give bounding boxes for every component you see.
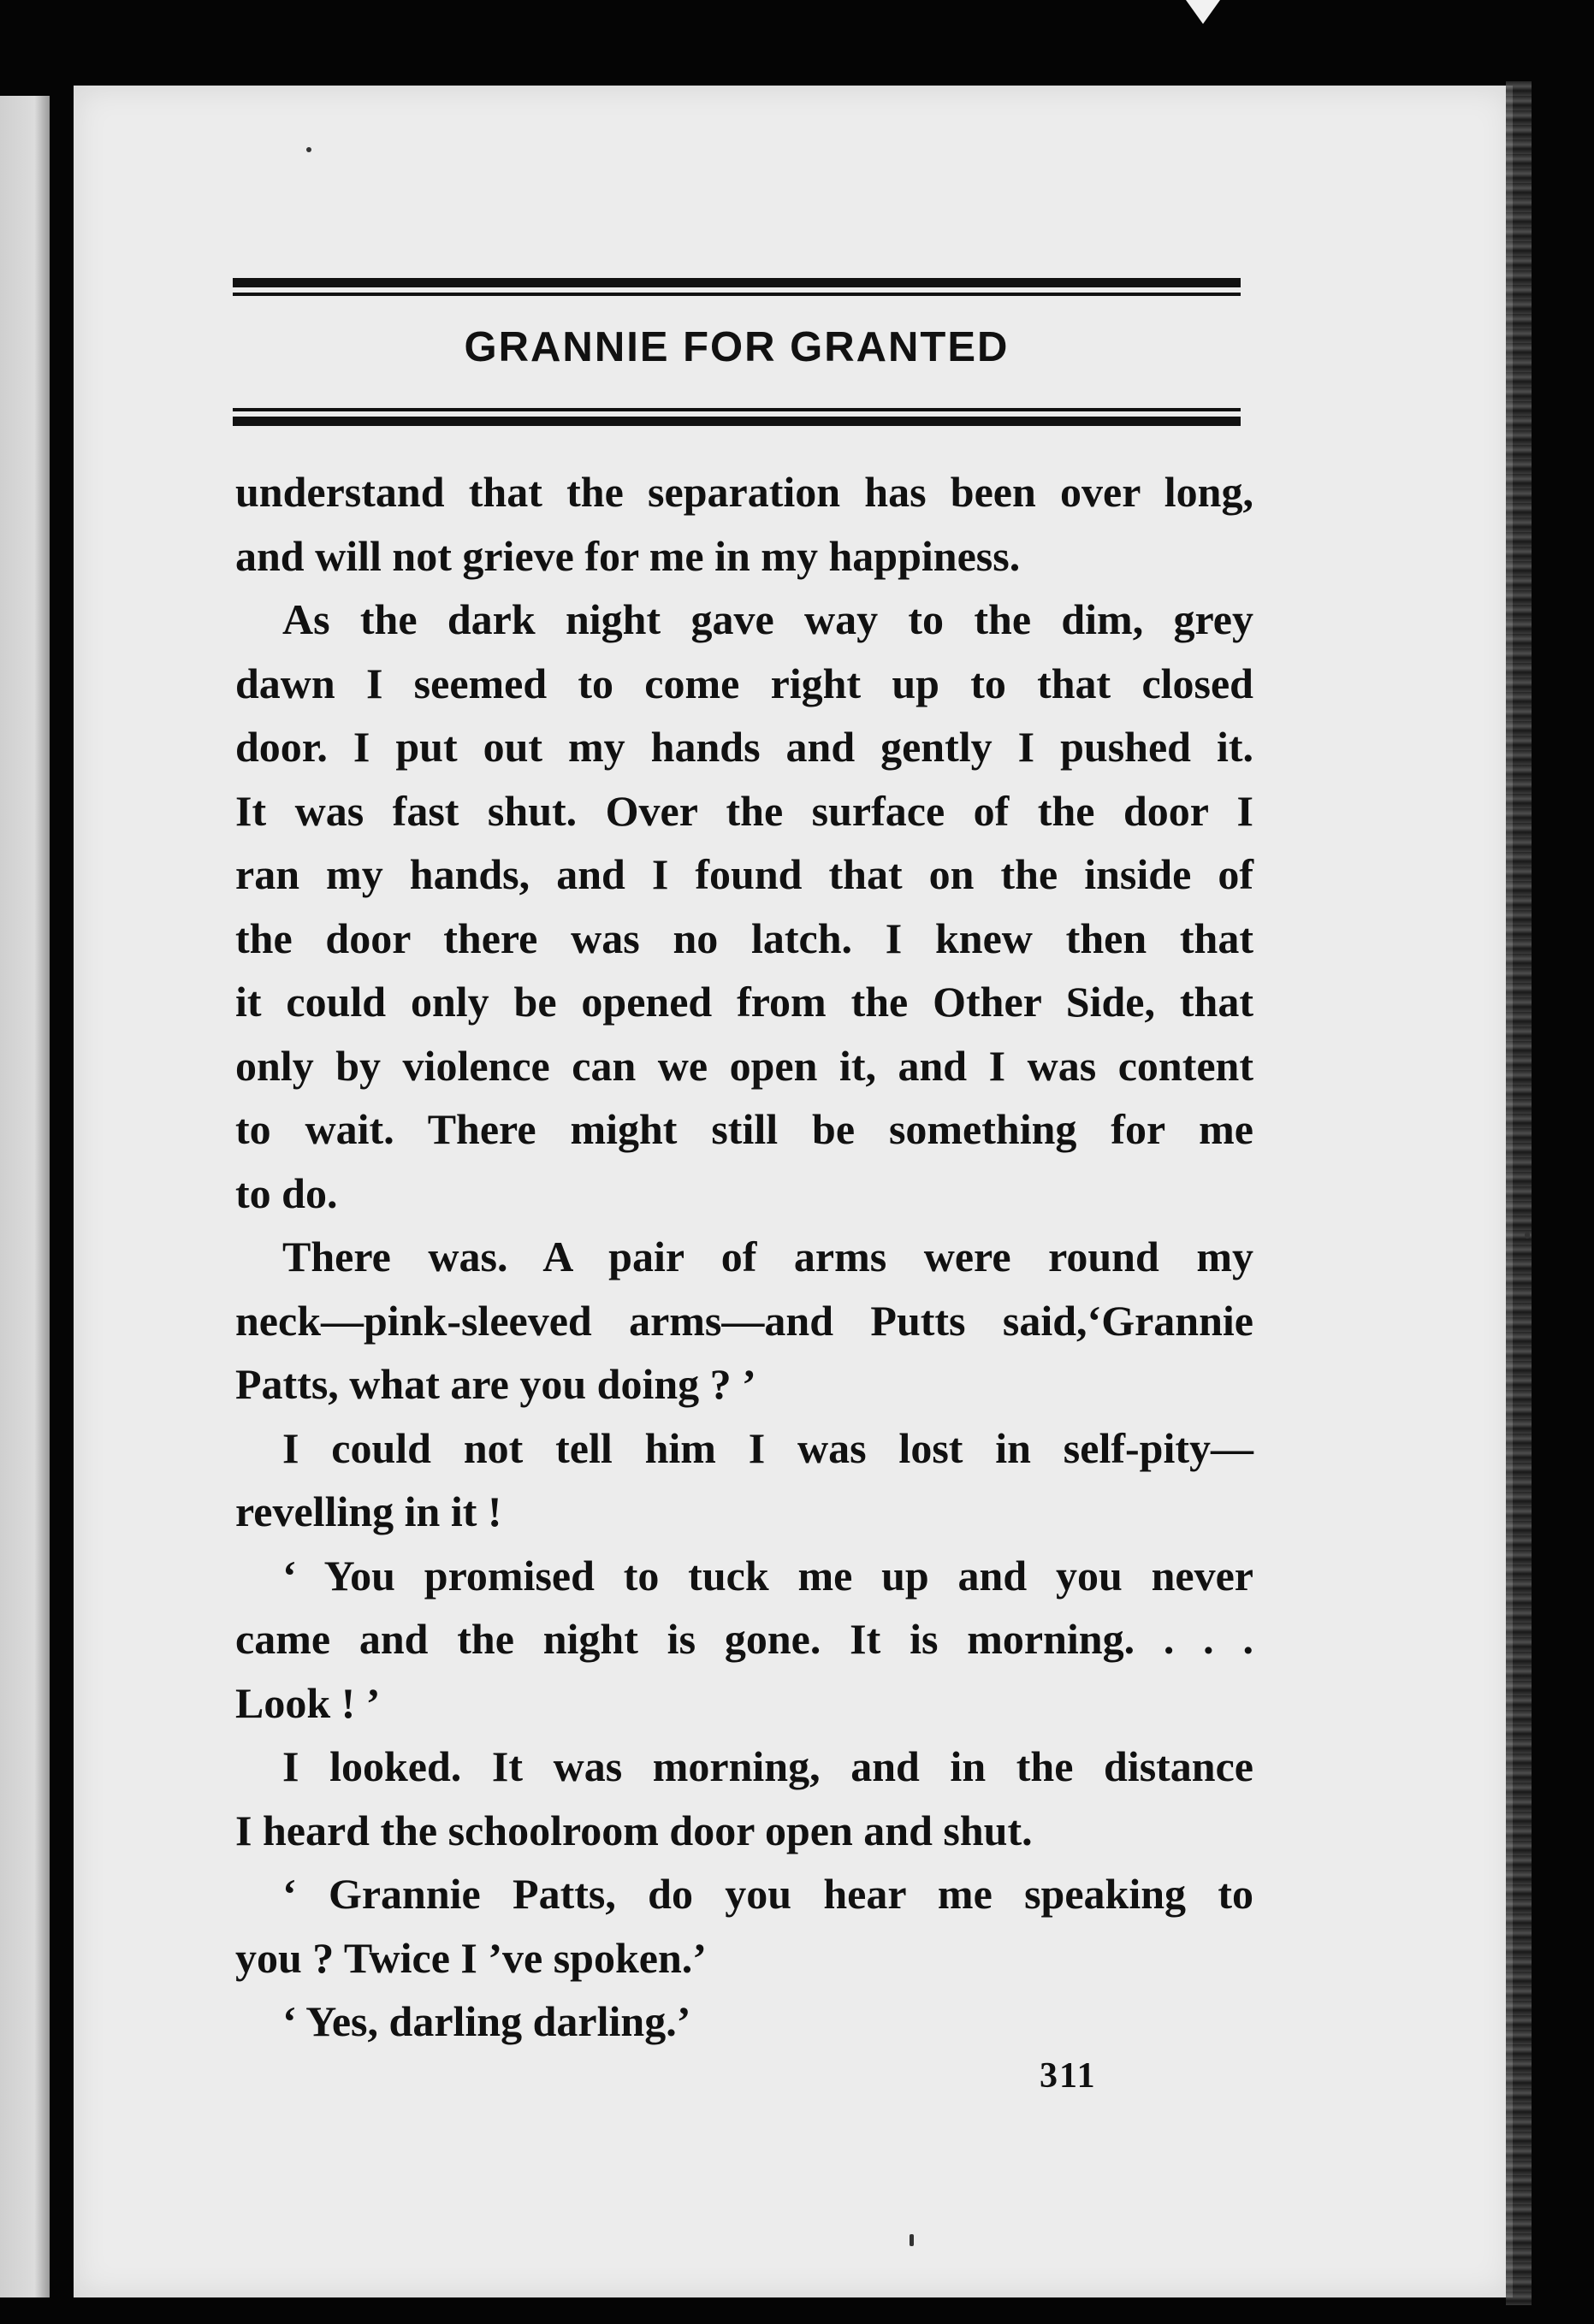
header-rule-bottom <box>233 408 1241 426</box>
text-line: to wait. There might still be something for me <box>235 1105 1253 1153</box>
body-text <box>235 460 1253 2054</box>
thick-rule <box>233 278 1241 287</box>
text-line: and will not grieve for me in my happiness. <box>235 531 1021 580</box>
header-rule-top <box>233 278 1241 296</box>
text-line: understand that the separation has been over long, <box>235 468 1253 516</box>
adjacent-page-edge <box>0 96 50 2297</box>
text-line: It was fast shut. Over the surface of the door I <box>235 786 1253 835</box>
running-head: GRANNIE FOR GRANTED <box>464 324 1010 370</box>
dust-speck <box>306 147 311 152</box>
thick-rule <box>233 417 1241 426</box>
page-number: 311 <box>1040 2056 1097 2096</box>
page-fore-edge <box>1506 81 1532 2305</box>
text-line: Look ! ’ <box>235 1678 381 1727</box>
thin-rule <box>233 408 1241 411</box>
text-line: As the dark night gave way to the dim, grey <box>282 595 1253 643</box>
text-line: only by violence can we open it, and I was content <box>235 1041 1253 1090</box>
text-line: you ? Twice I ’ve spoken.’ <box>235 1933 707 1982</box>
text-line: ‘ You promised to tuck me up and you never <box>282 1551 1253 1600</box>
scan-corner-mark <box>1186 0 1220 24</box>
text-line: I heard the schoolroom door open and shut. <box>235 1806 1033 1854</box>
thin-rule <box>233 293 1241 296</box>
text-line: There was. A pair of arms were round my <box>282 1233 1253 1280</box>
text-line: ‘ Grannie Patts, do you hear me speaking to <box>282 1870 1253 1918</box>
text-line: door. I put out my hands and gently I pushed it. <box>235 723 1253 771</box>
text-line: to do. <box>235 1168 338 1217</box>
text-line: revelling in it ! <box>235 1487 502 1535</box>
text-line: came and the night is gone. It is morning. . . . <box>235 1615 1253 1663</box>
dust-speck <box>910 2234 914 2246</box>
text-line: ‘ Yes, darling darling.’ <box>282 1997 691 2045</box>
text-line: neck—pink-sleeved arms—and Putts said,‘Grannie <box>235 1296 1253 1345</box>
dust-speck <box>1525 1232 1530 1239</box>
text-line: ran my hands, and I found that on the inside of <box>235 850 1253 898</box>
text-line: Patts, what are you doing ? ’ <box>235 1360 756 1408</box>
text-line: it could only be opened from the Other Side, that <box>235 978 1253 1026</box>
text-line: the door there was no latch. I knew then that <box>235 914 1253 962</box>
text-line: dawn I seemed to come right up to that closed <box>235 659 1253 707</box>
text-line: I could not tell him I was lost in self-pity— <box>282 1423 1253 1472</box>
text-line: I looked. It was morning, and in the distance <box>282 1742 1253 1790</box>
